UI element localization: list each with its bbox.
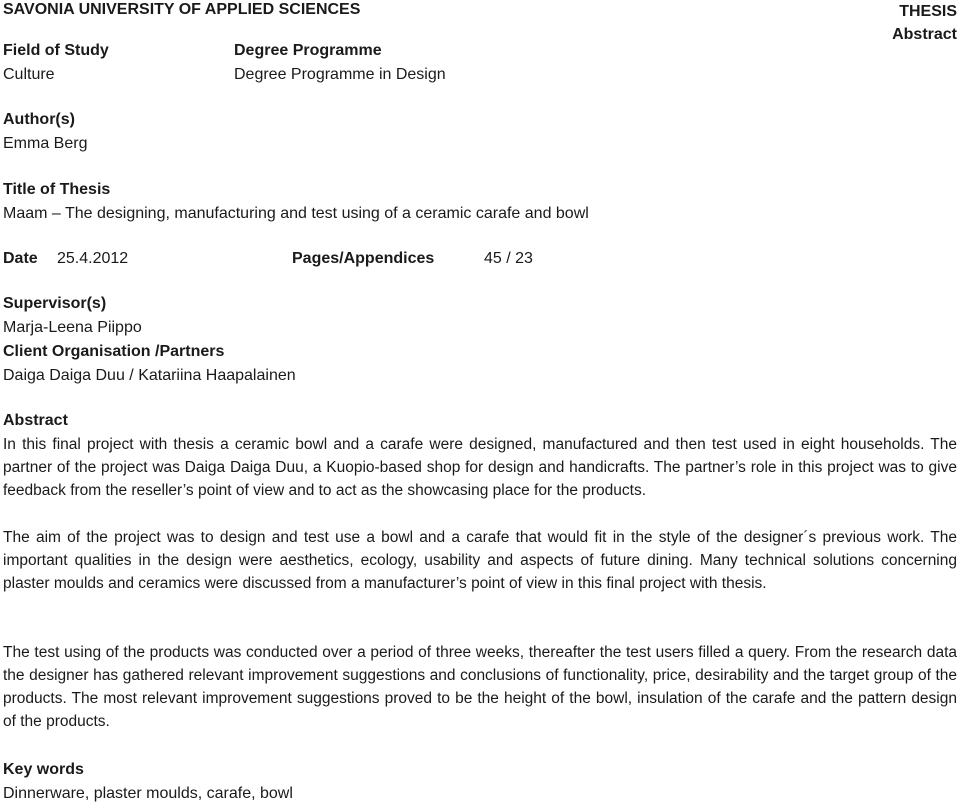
document-type-abstract: Abstract: [892, 26, 957, 43]
abstract-paragraph-3: The test using of the products was conducted over a period of three weeks, thereafter the test users filled a query. From the research data the designer has gathered relevant improvement suggestions and conclusions of functionality, price, desirability and the target group of the products. The most relevant improvement suggestions proved to be the height of the bowl, insulation of the carafe and the pattern design of the products.: [3, 644, 957, 730]
abstract-label: Abstract: [3, 412, 68, 429]
supervisor-client-block: [3, 294, 296, 385]
pages-label: Pages/Appendices: [292, 250, 435, 267]
authors-value: Emma Berg: [3, 135, 88, 152]
field-of-study: [3, 41, 109, 84]
date-value: 25.4.2012: [57, 250, 129, 267]
degree-programme-label: Degree Programme: [234, 42, 382, 59]
field-of-study-value: Culture: [3, 66, 55, 83]
supervisor-value: Marja-Leena Piippo: [3, 319, 142, 336]
thesis-title: [3, 180, 589, 223]
pages-value: 45 / 23: [484, 250, 533, 267]
date-label: Date: [3, 250, 38, 267]
keywords: [3, 760, 293, 803]
document-type: [892, 0, 957, 46]
client-value: Daiga Daiga Duu / Katariina Haapalainen: [3, 367, 296, 384]
supervisor-label: Supervisor(s): [3, 295, 107, 312]
authors: [3, 110, 87, 153]
client-label: Client Organisation /Partners: [3, 343, 225, 360]
abstract-paragraph-1: In this final project with thesis a ceramic bowl and a carafe were designed, manufactured and then test used in eight households. The partner of the project was Daiga Daiga Duu, a Kuopio-based shop for design and handicrafts. The partner’s role in this project was to give feedback from the reseller’s point of view and to act as the showcasing place for the products.: [3, 436, 957, 499]
keywords-value: Dinnerware, plaster moulds, carafe, bowl: [3, 785, 293, 802]
thesis-title-label: Title of Thesis: [3, 181, 111, 198]
degree-programme: [234, 41, 446, 84]
field-of-study-label: Field of Study: [3, 42, 109, 59]
thesis-title-value: Maam – The designing, manufacturing and test using of a ceramic carafe and bowl: [3, 205, 589, 222]
document-type-thesis: THESIS: [899, 3, 957, 20]
degree-programme-value: Degree Programme in Design: [234, 66, 446, 83]
keywords-label: Key words: [3, 761, 84, 778]
university-name: SAVONIA UNIVERSITY OF APPLIED SCIENCES: [3, 1, 361, 18]
abstract-paragraph-2: The aim of the project was to design and test use a bowl and a carafe that would fit in the style of the designer´s previous work. The important qualities in the design were aesthetics, ecology, usability and aspects of future dining. Many technical solutions concerning plaster moulds and ceramics were discussed from a manufacturer’s point of view in this final project with thesis.: [3, 529, 957, 592]
authors-label: Author(s): [3, 111, 75, 128]
